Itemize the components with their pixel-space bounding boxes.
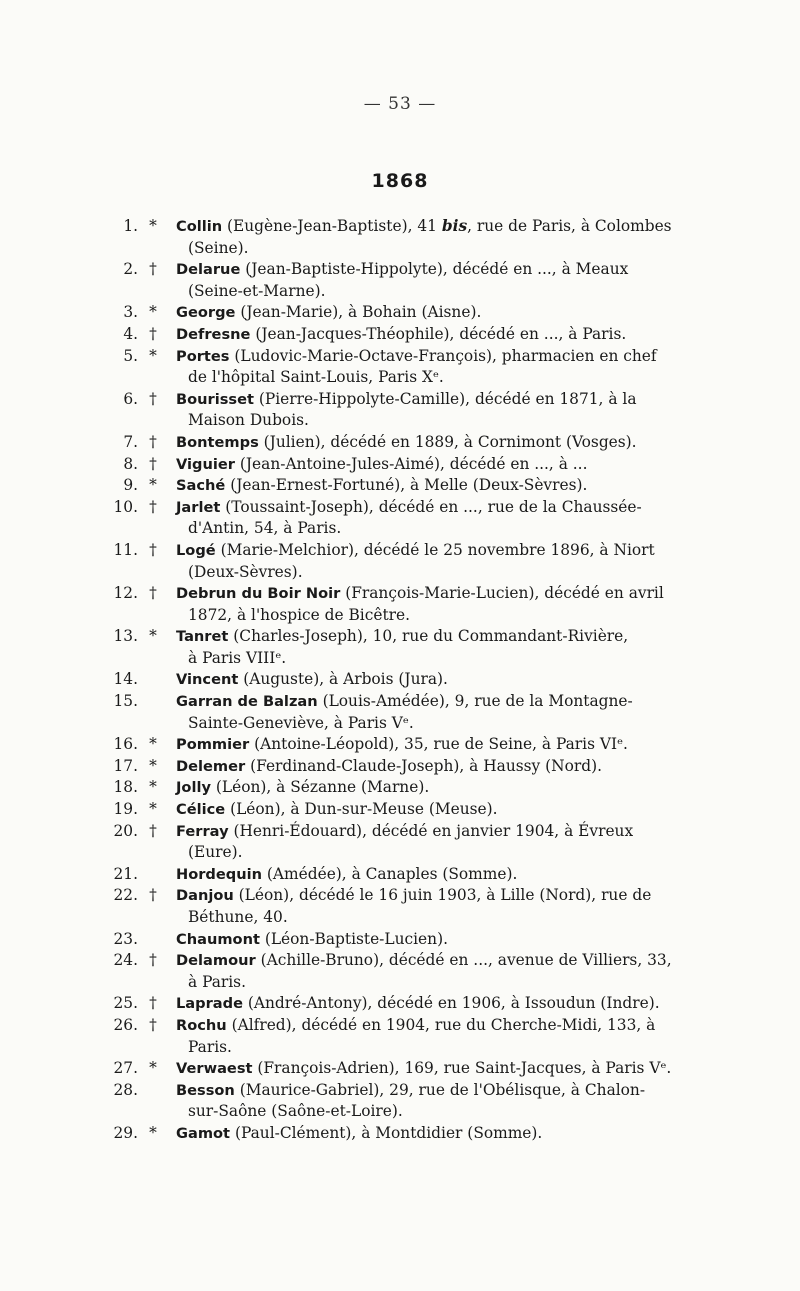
entry-text	[176, 1080, 682, 1123]
entry-details: (Charles-Joseph), 10, rue du Commandant-Rivière,	[228, 627, 629, 646]
entry-mark: *	[149, 735, 157, 754]
entry-mark: †	[149, 951, 157, 970]
entry-text	[176, 626, 682, 669]
entry-details: (Auguste), à Arbois (Jura).	[238, 670, 448, 689]
entry-mark: †	[149, 260, 157, 279]
entry-number: 27.	[113, 1059, 138, 1078]
entry-number: 26.	[113, 1015, 138, 1034]
entry-text	[176, 885, 682, 928]
list-item	[100, 346, 682, 389]
entry-details: (Julien), décédé en 1889, à Cornimont (Vosges).	[258, 432, 637, 451]
entry-number: 3.	[123, 303, 138, 322]
entry-number: 10.	[113, 497, 138, 516]
entry-name: Delarue	[176, 261, 241, 279]
entry-name: Rochu	[176, 1016, 227, 1034]
entry-mark: *	[149, 1123, 157, 1142]
entry-details: (Léon), décédé le 16 juin 1903, à Lille (Nord), rue de	[233, 886, 652, 905]
entry-number: 18.	[113, 778, 138, 797]
entry-details: (Henri-Édouard), décédé en janvier 1904, à Évreux	[228, 821, 634, 840]
list-item	[100, 864, 682, 886]
entry-name: Bourisset	[176, 390, 254, 408]
entry-details: (Ludovic-Marie-Octave-François), pharmacien en chef	[229, 346, 657, 365]
entry-continuation: à Paris VIIIᵉ.	[188, 648, 287, 667]
entry-name: Jarlet	[176, 498, 221, 516]
entry-text	[176, 756, 682, 778]
entry-name: Célice	[176, 801, 226, 819]
entry-details: (Eugène-Jean-Baptiste), 41	[222, 217, 442, 235]
entry-number: 14.	[113, 670, 138, 689]
entry-number: 17.	[113, 756, 138, 775]
entry-number: 11.	[113, 540, 138, 559]
entry-text	[176, 669, 682, 691]
entry-name: Bontemps	[176, 433, 259, 451]
entry-number: 4.	[123, 324, 138, 343]
entry-number: 6.	[123, 389, 138, 408]
entry-details: (Léon), à Dun-sur-Meuse (Meuse).	[225, 800, 498, 819]
entry-number: 7.	[123, 432, 138, 451]
entry-text	[176, 993, 682, 1015]
entry-text	[176, 929, 682, 951]
entry-details: (Toussaint-Joseph), décédé en ..., rue de la Chaussée-	[220, 497, 642, 516]
entry-number: 1.	[123, 217, 138, 235]
list-item	[100, 777, 682, 799]
entry-details: (Léon-Baptiste-Lucien).	[259, 929, 448, 948]
entry-continuation: (Seine).	[188, 238, 249, 257]
entry-text	[176, 389, 682, 432]
entry-text	[176, 691, 682, 734]
entry-name: Delamour	[176, 952, 256, 970]
entry-details: (Achille-Bruno), décédé en ..., avenue de Villiers, 33,	[255, 951, 672, 970]
entry-continuation: Sainte-Geneviève, à Paris Vᵉ.	[188, 713, 414, 732]
entry-details: (Jean-Baptiste-Hippolyte), décédé en ..., à Meaux	[240, 260, 629, 279]
entry-continuation: Béthune, 40.	[188, 908, 288, 926]
entry-name: George	[176, 304, 236, 322]
entry-name: Viguier	[176, 455, 235, 473]
entry-details: (François-Adrien), 169, rue Saint-Jacques, à Paris Vᵉ.	[252, 1059, 672, 1078]
entry-details-cont: , rue de Paris, à Colombes	[467, 217, 672, 235]
entry-text	[176, 302, 682, 324]
entry-name: Delemer	[176, 757, 246, 775]
entry-name: Garran de Balzan	[176, 693, 318, 711]
entry-details: (Pierre-Hippolyte-Camille), décédé en 1871, à la	[254, 389, 637, 408]
entry-name: Chaumont	[176, 930, 260, 948]
entry-details: (Paul-Clément), à Montdidier (Somme).	[230, 1123, 543, 1142]
entry-details: (Alfred), décédé en 1904, rue du Cherche-Midi, 133, à	[226, 1015, 656, 1034]
list-item	[100, 389, 682, 432]
entry-name: Debrun du Boir Noir	[176, 585, 341, 603]
list-item	[100, 799, 682, 821]
entry-mark: †	[149, 540, 157, 559]
entry-mark: *	[149, 476, 157, 495]
entry-name: Hordequin	[176, 865, 263, 883]
list-item	[100, 259, 682, 302]
entry-name: Laprade	[176, 995, 243, 1013]
entry-continuation: de l'hôpital Saint-Louis, Paris Xᵉ.	[188, 368, 444, 387]
entry-text	[176, 1015, 682, 1058]
list-item	[100, 993, 682, 1015]
entry-text	[176, 454, 682, 476]
list-item	[100, 302, 682, 324]
entry-mark: †	[149, 497, 157, 516]
list-item	[100, 1123, 682, 1145]
entry-mark: *	[149, 778, 157, 797]
entry-number: 12.	[113, 584, 138, 603]
list-item	[100, 929, 682, 951]
entry-list	[100, 216, 682, 1145]
entry-continuation: (Seine-et-Marne).	[188, 281, 326, 300]
entry-continuation: Paris.	[188, 1037, 232, 1056]
entry-text	[176, 777, 682, 799]
entry-mark: †	[149, 994, 157, 1013]
entry-number: 16.	[113, 735, 138, 754]
entry-name: Pommier	[176, 736, 250, 754]
entry-details: (Jean-Jacques-Théophile), décédé en ..., à Paris.	[250, 324, 627, 343]
entry-continuation: 1872, à l'hospice de Bicêtre.	[188, 605, 410, 624]
entry-details: (Maurice-Gabriel), 29, rue de l'Obélisque, à Chalon-	[234, 1080, 646, 1099]
entry-name: Besson	[176, 1081, 235, 1099]
list-item	[100, 497, 682, 540]
entry-text	[176, 216, 682, 259]
list-item	[100, 454, 682, 476]
entry-mark: †	[149, 389, 157, 408]
entry-continuation: Maison Dubois.	[188, 411, 309, 430]
entry-text	[176, 1123, 682, 1145]
entry-name: Portes	[176, 347, 230, 365]
entry-mark: †	[149, 1015, 157, 1034]
entry-mark: *	[149, 217, 157, 235]
entry-name: Tanret	[176, 628, 229, 646]
entry-details: (Marie-Melchior), décédé le 25 novembre 1896, à Niort	[215, 540, 655, 559]
entry-mark: †	[149, 324, 157, 343]
entry-mark: *	[149, 756, 157, 775]
entry-number: 15.	[113, 692, 138, 711]
entry-details: (Ferdinand-Claude-Joseph), à Haussy (Nord).	[245, 756, 602, 775]
entry-mark: *	[149, 303, 157, 322]
entry-details: (Jean-Antoine-Jules-Aimé), décédé en ..., à ...	[234, 454, 588, 473]
entry-name: Defresne	[176, 325, 251, 343]
entry-number: 2.	[123, 260, 138, 279]
entry-text	[176, 734, 682, 756]
entry-mark: †	[149, 454, 157, 473]
entry-number: 20.	[113, 821, 138, 840]
entry-number: 19.	[113, 800, 138, 819]
entry-mark: *	[149, 1059, 157, 1078]
list-item	[100, 1015, 682, 1058]
list-item	[100, 669, 682, 691]
list-item	[100, 950, 682, 993]
list-item	[100, 216, 682, 259]
entry-number: 5.	[123, 346, 138, 365]
entry-number: 28.	[113, 1080, 138, 1099]
entry-continuation: d'Antin, 54, à Paris.	[188, 519, 342, 538]
entry-text	[176, 346, 682, 389]
entry-text	[176, 475, 682, 497]
entry-number: 8.	[123, 454, 138, 473]
entry-bis: bis	[441, 217, 468, 235]
entry-number: 21.	[113, 864, 138, 883]
entry-text	[176, 259, 682, 302]
entry-details: (François-Marie-Lucien), décédé en avril	[340, 584, 664, 603]
entry-number: 25.	[113, 994, 138, 1013]
entry-number: 24.	[113, 951, 138, 970]
list-item	[100, 583, 682, 626]
entry-details: (Léon), à Sézanne (Marne).	[210, 778, 430, 797]
list-item	[100, 432, 682, 454]
entry-details: (Amédée), à Canaples (Somme).	[262, 864, 518, 883]
entry-name: Vincent	[176, 671, 239, 689]
page-number: — 53 —	[363, 94, 437, 114]
entry-text	[176, 864, 682, 886]
entry-name: Jolly	[176, 779, 211, 797]
entry-name: Ferray	[176, 822, 229, 840]
entry-continuation: sur-Saône (Saône-et-Loire).	[188, 1102, 403, 1121]
list-item	[100, 691, 682, 734]
entry-text	[176, 324, 682, 346]
entry-number: 13.	[113, 627, 138, 646]
list-item	[100, 885, 682, 928]
entry-number: 9.	[123, 476, 138, 495]
entry-name: Collin	[176, 218, 223, 235]
entry-text	[176, 540, 682, 583]
entry-continuation: à Paris.	[188, 972, 246, 991]
entry-number: 23.	[113, 929, 138, 948]
list-item	[100, 626, 682, 669]
entry-details: (André-Antony), décédé en 1906, à Issoudun (Indre).	[242, 994, 660, 1013]
entry-name: Danjou	[176, 887, 234, 905]
entry-mark: †	[149, 432, 157, 451]
entry-mark: *	[149, 627, 157, 646]
entry-text	[176, 583, 682, 626]
list-item	[100, 324, 682, 346]
entry-mark: †	[149, 821, 157, 840]
entry-name: Gamot	[176, 1124, 231, 1142]
entry-mark: †	[149, 886, 157, 905]
entry-text	[176, 950, 682, 993]
entry-text	[176, 497, 682, 540]
list-item	[100, 475, 682, 497]
entry-mark: *	[149, 800, 157, 819]
entry-text	[176, 432, 682, 454]
entry-details: (Jean-Marie), à Bohain (Aisne).	[235, 303, 482, 322]
entry-details: (Antoine-Léopold), 35, rue de Seine, à Paris VIᵉ.	[249, 735, 628, 754]
entry-continuation: (Deux-Sèvres).	[188, 562, 303, 581]
entry-name: Logé	[176, 541, 216, 559]
entry-mark: †	[149, 584, 157, 603]
entry-continuation: (Eure).	[188, 843, 243, 862]
entry-details: (Jean-Ernest-Fortuné), à Melle (Deux-Sèvres).	[225, 476, 588, 495]
list-item	[100, 540, 682, 583]
section-year-heading: 1868	[371, 170, 429, 192]
entry-name: Verwaest	[176, 1060, 253, 1078]
entry-number: 22.	[113, 886, 138, 905]
list-item	[100, 821, 682, 864]
list-item	[100, 1080, 682, 1123]
entry-details: (Louis-Amédée), 9, rue de la Montagne-	[317, 692, 633, 711]
list-item	[100, 756, 682, 778]
entry-name: Saché	[176, 477, 226, 495]
entry-number: 29.	[113, 1123, 138, 1142]
entry-text	[176, 799, 682, 821]
list-item	[100, 734, 682, 756]
entry-text	[176, 1058, 682, 1080]
entry-mark: *	[149, 346, 157, 365]
entry-text	[176, 821, 682, 864]
list-item	[100, 1058, 682, 1080]
